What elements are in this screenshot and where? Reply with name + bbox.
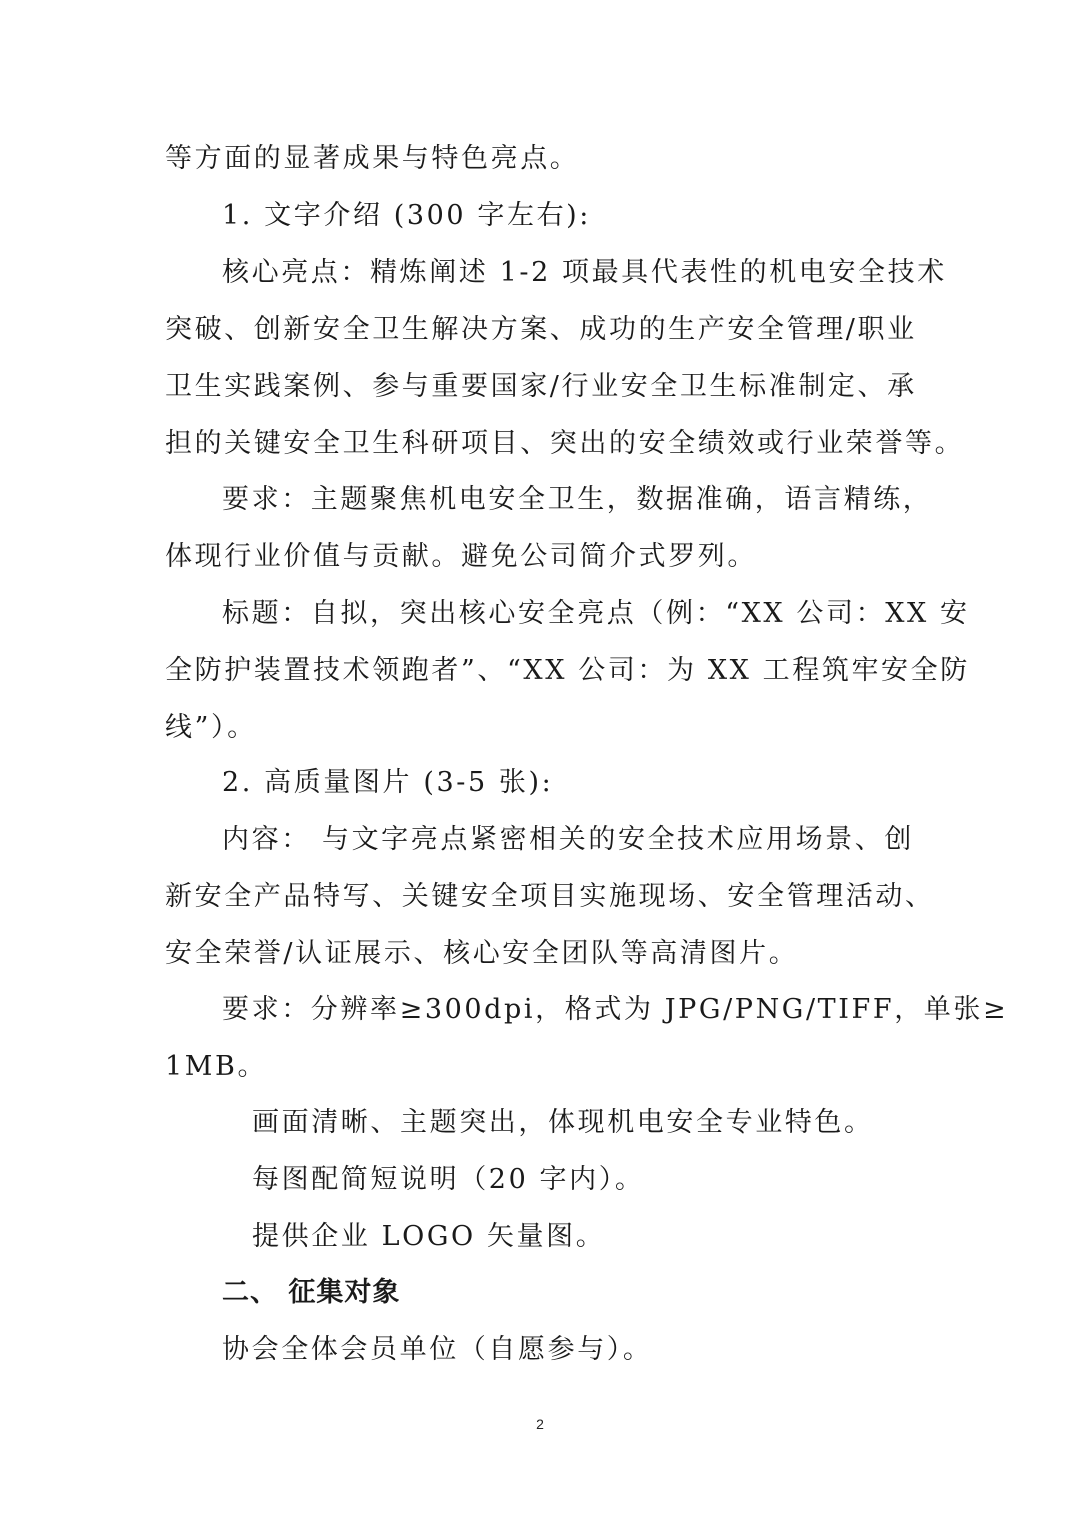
text-line: 体现行业价值与贡献。避免公司简介式罗列。 [165, 541, 757, 572]
text-line: 1MB。 [165, 1051, 268, 1082]
text-line: 每图配简短说明（20 字内）。 [252, 1164, 645, 1195]
text-line: 内容： 与文字亮点紧密相关的安全技术应用场景、创 [222, 824, 914, 855]
text-line: 要求：分辨率≥300dpi，格式为 JPG/PNG/TIFF，单张≥ [222, 994, 1009, 1025]
text-line: 要求：主题聚焦机电安全卫生，数据准确，语言精练， [222, 484, 933, 515]
text-line: 新安全产品特写、关键安全项目实施现场、安全管理活动、 [165, 881, 935, 912]
text-line: 安全荣誉/认证展示、核心安全团队等高清图片。 [165, 938, 799, 969]
section-heading-images: 2. 高质量图片 (3-5 张): [222, 767, 554, 798]
section-heading-solicitation-target: 二、 征集对象 [222, 1277, 401, 1308]
text-line: 核心亮点：精炼阐述 1-2 项最具代表性的机电安全技术 [222, 257, 947, 288]
section-heading-text-intro: 1. 文字介绍 (300 字左右): [222, 200, 592, 231]
text-line: 全防护装置技术领跑者”、“XX 公司：为 XX 工程筑牢安全防 [165, 655, 970, 686]
text-line: 担的关键安全卫生科研项目、突出的安全绩效或行业荣誉等。 [165, 428, 965, 459]
text-line: 画面清晰、主题突出，体现机电安全专业特色。 [252, 1107, 874, 1138]
text-line: 突破、创新安全卫生解决方案、成功的生产安全管理/职业 [165, 314, 917, 345]
page-number: 2 [536, 1416, 544, 1432]
text-line: 提供企业 LOGO 矢量图。 [252, 1221, 606, 1252]
text-line: 等方面的显著成果与特色亮点。 [165, 143, 580, 174]
text-line: 卫生实践案例、参与重要国家/行业安全卫生标准制定、承 [165, 371, 917, 402]
text-line: 线”）。 [165, 712, 257, 743]
text-line: 协会全体会员单位（自愿参与）。 [222, 1334, 653, 1365]
text-line: 标题：自拟，突出核心安全亮点（例：“XX 公司：XX 安 [222, 598, 970, 629]
